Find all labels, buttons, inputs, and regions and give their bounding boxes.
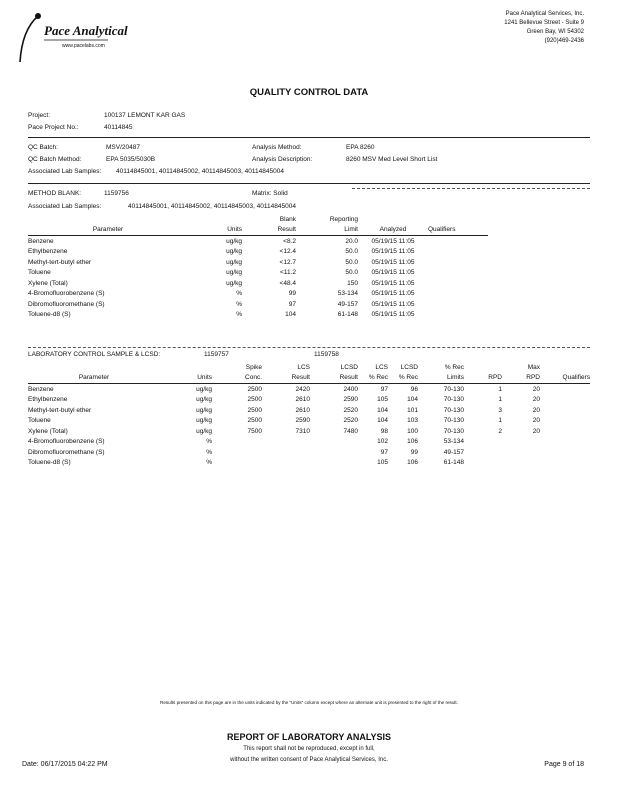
table-cell: Benzene — [28, 385, 54, 393]
table-cell: % — [206, 438, 212, 446]
table-cell: 05/19/15 11:05 — [371, 290, 415, 298]
method-blank-label: METHOD BLANK: — [28, 190, 82, 197]
table-cell: 96 — [410, 385, 418, 393]
lcs-rows — [28, 384, 590, 469]
table-cell: 7310 — [295, 427, 310, 435]
logo — [18, 10, 148, 70]
lcsd-id: 1159758 — [314, 351, 339, 358]
table-cell: % — [236, 290, 242, 298]
divider — [28, 137, 590, 138]
col-header: LCSD — [340, 363, 358, 371]
lcs-table — [28, 362, 590, 468]
divider — [352, 188, 590, 189]
table-cell — [310, 437, 358, 448]
table-cell: 98 — [380, 427, 388, 435]
table-cell — [262, 458, 310, 469]
table-cell: 2590 — [295, 417, 310, 425]
table-cell: 61-148 — [337, 311, 358, 319]
table-cell: 4-Bromofluorobenzene (S) — [28, 438, 105, 446]
table-cell: Toluene-d8 (S) — [28, 311, 71, 319]
table-cell: 102 — [377, 438, 388, 446]
table-cell: ug/kg — [196, 427, 212, 435]
report-date: Date: 06/17/2015 04:22 PM — [22, 761, 108, 768]
table-cell — [464, 447, 502, 458]
table-cell — [540, 426, 590, 437]
units-footnote: Results presented on this page are in the units indicated by the "Units" column except where an alternate unit is presented to the right of the result. — [160, 700, 458, 705]
analysis-desc-value: 8260 MSV Med Level Short List — [346, 156, 438, 163]
table-cell: 2400 — [343, 385, 358, 393]
table-cell: 100 — [407, 427, 418, 435]
company-line: Green Bay, WI 54302 — [526, 29, 584, 35]
company-line: (920)469-2436 — [544, 38, 584, 44]
pace-project-label: Pace Project No.: — [28, 124, 79, 131]
blank-assoc-label: Associated Lab Samples: — [28, 203, 102, 210]
logo-text: Pace Analytical — [44, 23, 128, 38]
table-cell: 97 — [288, 300, 296, 308]
table-row — [28, 416, 590, 427]
table-row — [28, 426, 590, 437]
table-cell: % — [206, 448, 212, 456]
table-cell: ug/kg — [196, 385, 212, 393]
table-cell: Methyl-tert-butyl ether — [28, 258, 92, 266]
table-cell — [502, 458, 540, 469]
table-cell: 97 — [380, 385, 388, 393]
table-cell: Xylene (Total) — [28, 279, 68, 287]
table-cell: 104 — [377, 417, 388, 425]
table-cell: ug/kg — [196, 406, 212, 414]
table-cell: 2 — [498, 427, 502, 435]
logo-swoosh-icon — [18, 10, 148, 70]
table-cell: Benzene — [28, 237, 54, 245]
table-row — [28, 458, 590, 469]
table-cell: 7500 — [247, 427, 262, 435]
page-title: QUALITY CONTROL DATA — [249, 87, 369, 98]
table-row — [28, 299, 488, 310]
table-header-row — [28, 225, 488, 236]
table-cell: % — [236, 311, 242, 319]
table-cell: 05/19/15 11:05 — [371, 311, 415, 319]
col-header: Result — [291, 374, 310, 382]
col-header: Result — [339, 374, 358, 382]
table-cell: 1 — [498, 417, 502, 425]
table-cell: 105 — [377, 459, 388, 467]
table-cell — [262, 437, 310, 448]
col-header: LCSD — [400, 363, 418, 371]
table-cell: Dibromofluoromethane (S) — [28, 300, 105, 308]
table-cell: 50.0 — [345, 269, 358, 277]
col-header: Qualifiers — [428, 226, 456, 234]
project-value: 100137 LEMONT KAR GAS — [104, 112, 186, 119]
table-cell — [428, 247, 488, 258]
table-cell: 70-130 — [443, 406, 464, 414]
table-cell: Ethylbenzene — [28, 248, 68, 256]
col-header: % Rec — [398, 374, 418, 382]
table-row — [28, 257, 488, 268]
table-row — [28, 247, 488, 258]
table-cell: <48.4 — [279, 279, 296, 287]
table-cell — [428, 310, 488, 321]
table-cell: 103 — [407, 417, 418, 425]
table-cell: ug/kg — [226, 248, 242, 256]
table-header-row — [28, 373, 590, 384]
col-header: Parameter — [78, 374, 110, 382]
col-header: % Rec — [444, 363, 464, 371]
table-cell: 20 — [532, 385, 540, 393]
table-cell: 05/19/15 11:05 — [371, 300, 415, 308]
table-cell: % — [236, 300, 242, 308]
table-cell: 70-130 — [443, 427, 464, 435]
analysis-method-label: Analysis Method: — [252, 144, 302, 151]
lcs-label: LABORATORY CONTROL SAMPLE & LCSD: — [28, 351, 161, 358]
table-cell — [540, 416, 590, 427]
table-cell: ug/kg — [226, 269, 242, 277]
table-cell: 2420 — [295, 385, 310, 393]
table-cell: Toluene — [28, 417, 51, 425]
method-blank-rows — [28, 236, 488, 321]
col-header: Qualifiers — [562, 374, 590, 382]
table-cell: ug/kg — [196, 396, 212, 404]
col-header: Units — [197, 374, 212, 382]
table-cell: 70-130 — [443, 396, 464, 404]
col-header: LCS — [297, 363, 310, 371]
table-row — [28, 395, 590, 406]
table-cell: 53-134 — [443, 438, 464, 446]
table-cell: 20 — [532, 427, 540, 435]
table-cell: 2500 — [247, 417, 262, 425]
table-row — [28, 310, 488, 321]
table-cell: Xylene (Total) — [28, 427, 68, 435]
table-cell: 104 — [285, 311, 296, 319]
table-cell: 150 — [347, 279, 358, 287]
col-header: Limit — [344, 226, 358, 234]
report-heading: REPORT OF LABORATORY ANALYSIS — [226, 732, 392, 742]
table-cell: Ethylbenzene — [28, 396, 68, 404]
divider — [28, 347, 590, 348]
table-cell — [540, 395, 590, 406]
table-cell: 1 — [498, 385, 502, 393]
table-cell — [502, 447, 540, 458]
col-header: Reporting — [329, 215, 358, 223]
table-cell — [540, 437, 590, 448]
table-cell — [540, 384, 590, 395]
qc-batch-value: MSV/20487 — [106, 144, 140, 151]
table-cell — [310, 458, 358, 469]
analysis-method-value: EPA 8260 — [346, 144, 375, 151]
table-cell — [428, 236, 488, 247]
table-cell: 70-130 — [443, 385, 464, 393]
table-cell: 2520 — [343, 406, 358, 414]
col-header: Result — [277, 226, 296, 234]
table-cell: <12.4 — [279, 248, 296, 256]
qc-method-label: QC Batch Method: — [28, 156, 82, 163]
table-cell: Toluene-d8 (S) — [28, 459, 71, 467]
qc-method-value: EPA 5035/5030B — [106, 156, 156, 163]
table-cell — [464, 437, 502, 448]
table-cell — [540, 405, 590, 416]
col-header: LCS — [375, 363, 388, 371]
table-cell: 99 — [410, 448, 418, 456]
company-line: 1241 Bellevue Street - Suite 9 — [504, 20, 584, 26]
table-cell: 49-157 — [443, 448, 464, 456]
table-cell: 70-130 — [443, 417, 464, 425]
table-cell: 20 — [532, 417, 540, 425]
matrix-label: Matrix: Solid — [252, 190, 288, 197]
table-cell — [428, 299, 488, 310]
table-cell — [212, 458, 262, 469]
table-cell: 2500 — [247, 406, 262, 414]
col-header: Analyzed — [379, 226, 407, 234]
table-cell: 61-148 — [443, 459, 464, 467]
table-cell — [540, 458, 590, 469]
table-cell — [212, 437, 262, 448]
method-blank-table — [28, 214, 488, 320]
table-cell: 1 — [498, 396, 502, 404]
table-cell: ug/kg — [226, 279, 242, 287]
logo-subtext: www.pacelabs.com — [62, 43, 105, 49]
table-row — [28, 384, 590, 395]
assoc-samples-label: Associated Lab Samples: — [28, 168, 102, 175]
method-blank-id: 1159756 — [104, 190, 129, 197]
col-header: Units — [227, 226, 242, 234]
table-cell: ug/kg — [196, 417, 212, 425]
table-cell: Dibromofluoromethane (S) — [28, 448, 105, 456]
table-row — [28, 437, 590, 448]
table-cell: 104 — [407, 396, 418, 404]
table-cell: Methyl-tert-butyl ether — [28, 406, 92, 414]
analysis-desc-label: Analysis Description: — [252, 156, 313, 163]
divider — [28, 183, 590, 184]
table-row — [28, 289, 488, 300]
table-header-row — [28, 214, 488, 225]
table-cell: 7480 — [343, 427, 358, 435]
table-cell: <12.7 — [279, 258, 296, 266]
col-header: Parameter — [92, 226, 124, 234]
table-cell: 53-134 — [337, 290, 358, 298]
table-cell: 2590 — [343, 396, 358, 404]
table-cell — [310, 447, 358, 458]
table-cell: 2610 — [295, 406, 310, 414]
assoc-samples-value: 40114845001, 40114845002, 40114845003, 40114845004 — [116, 168, 284, 175]
project-label: Project: — [28, 112, 51, 119]
company-line: Pace Analytical Services, Inc. — [505, 11, 584, 17]
table-cell: ug/kg — [226, 258, 242, 266]
disclaimer-line: without the written consent of Pace Analytical Services, Inc. — [230, 757, 388, 763]
table-cell: 05/19/15 11:05 — [371, 237, 415, 245]
table-cell: 2520 — [343, 417, 358, 425]
table-cell: 2500 — [247, 385, 262, 393]
table-cell — [212, 447, 262, 458]
table-cell: <8.2 — [283, 237, 296, 245]
col-header: Max — [527, 363, 540, 371]
table-cell — [428, 268, 488, 279]
disclaimer-line: This report shall not be reproduced, except in full, — [243, 746, 375, 752]
table-cell: 05/19/15 11:05 — [371, 279, 415, 287]
page-number: Page 9 of 18 — [544, 761, 584, 768]
pace-project-value: 40114845 — [104, 124, 133, 131]
table-cell: 20 — [532, 396, 540, 404]
table-cell: 2610 — [295, 396, 310, 404]
table-cell — [428, 257, 488, 268]
table-cell — [502, 437, 540, 448]
table-row — [28, 236, 488, 247]
table-cell: % — [206, 459, 212, 467]
col-header: Limits — [447, 374, 464, 382]
table-cell: 20.0 — [345, 237, 358, 245]
table-cell: 105 — [377, 396, 388, 404]
col-header: Conc. — [245, 374, 262, 382]
table-cell: 05/19/15 11:05 — [371, 248, 415, 256]
table-cell — [428, 278, 488, 289]
table-row — [28, 405, 590, 416]
table-row — [28, 447, 590, 458]
col-header: % Rec — [368, 374, 388, 382]
qc-batch-label: QC Batch: — [28, 144, 58, 151]
table-cell: 20 — [532, 406, 540, 414]
table-cell: 4-Bromofluorobenzene (S) — [28, 290, 105, 298]
table-cell: 50.0 — [345, 258, 358, 266]
table-cell — [262, 447, 310, 458]
blank-assoc-value: 40114845001, 40114845002, 40114845003, 40114845004 — [128, 203, 296, 210]
col-header: Blank — [279, 215, 296, 223]
company-address — [504, 10, 584, 46]
table-cell: Toluene — [28, 269, 51, 277]
table-cell: 97 — [380, 448, 388, 456]
table-cell: ug/kg — [226, 237, 242, 245]
table-cell — [464, 458, 502, 469]
table-cell: 05/19/15 11:05 — [371, 258, 415, 266]
table-cell: 50.0 — [345, 248, 358, 256]
table-cell: 2500 — [247, 396, 262, 404]
table-cell — [540, 447, 590, 458]
table-cell: 99 — [288, 290, 296, 298]
lcs-id: 1159757 — [204, 351, 229, 358]
table-cell: 101 — [407, 406, 418, 414]
table-cell — [428, 289, 488, 300]
col-header: RPD — [526, 374, 540, 382]
table-cell: 106 — [407, 438, 418, 446]
table-cell: 104 — [377, 406, 388, 414]
col-header: Spike — [245, 363, 262, 371]
table-cell: 49-157 — [337, 300, 358, 308]
col-header: RPD — [488, 374, 502, 382]
table-cell: 05/19/15 11:05 — [371, 269, 415, 277]
table-row — [28, 278, 488, 289]
table-cell: <11.2 — [280, 269, 296, 277]
table-cell: 106 — [407, 459, 418, 467]
table-header-row — [28, 362, 590, 373]
table-row — [28, 268, 488, 279]
table-cell: 3 — [498, 406, 502, 414]
